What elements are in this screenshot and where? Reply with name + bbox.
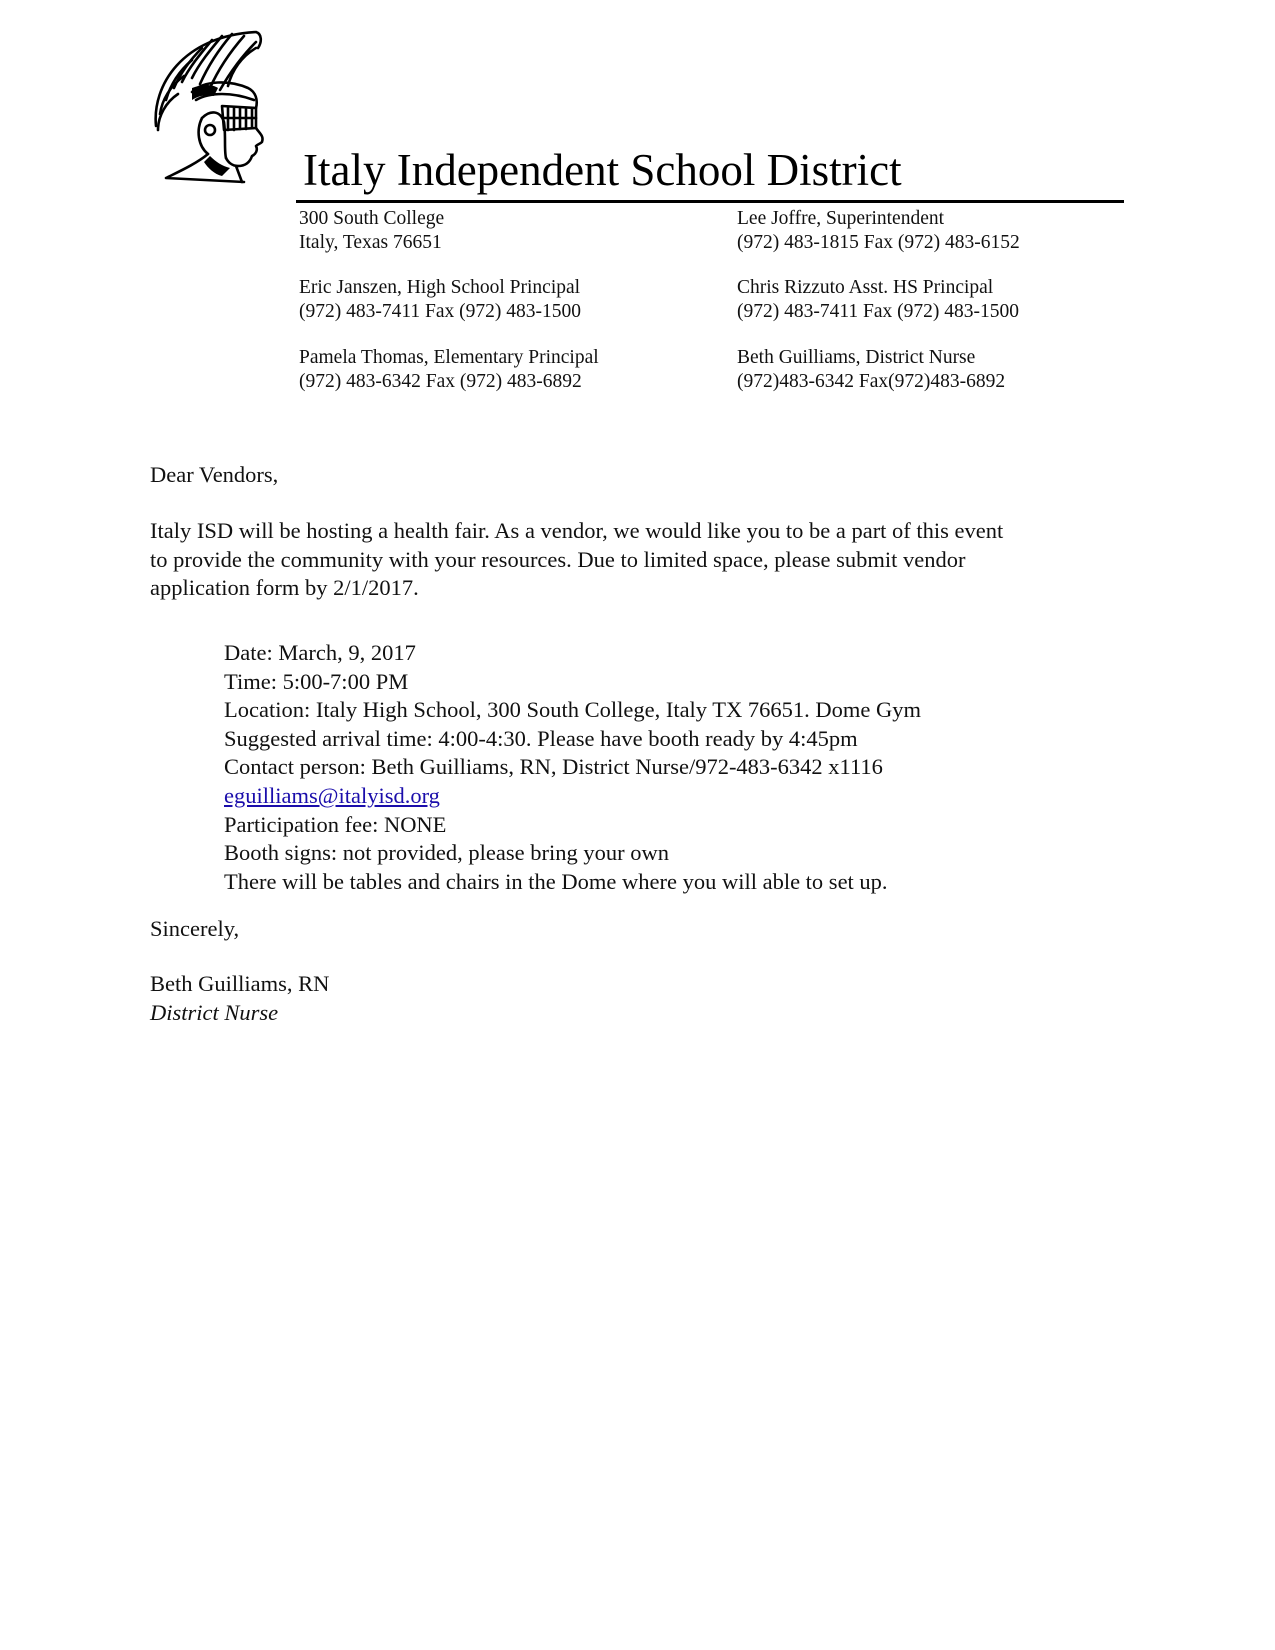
elementary-principal-name: Pamela Thomas, Elementary Principal (299, 347, 599, 368)
closing: Sincerely, (150, 916, 240, 941)
hs-principal-name: Eric Janszen, High School Principal (299, 277, 581, 298)
salutation: Dear Vendors, (150, 462, 279, 487)
district-title: Italy Independent School District (303, 145, 902, 195)
superintendent-contact (737, 207, 1020, 255)
elementary-principal-contact (299, 346, 599, 394)
nurse-phone: (972)483-6342 Fax(972)483-6892 (737, 371, 1006, 392)
superintendent-name: Lee Joffre, Superintendent (737, 208, 945, 229)
signer-name: Beth Guilliams, RN (150, 971, 330, 996)
detail-time: Time: 5:00-7:00 PM (224, 668, 409, 694)
nurse-name: Beth Guilliams, District Nurse (737, 347, 976, 368)
letter-body (150, 517, 1150, 603)
detail-signs: Booth signs: not provided, please bring your own (224, 840, 669, 866)
detail-contact: Contact person: Beth Guilliams, RN, District Nurse/972-483-6342 x1116 (224, 754, 883, 780)
superintendent-phone: (972) 483-1815 Fax (972) 483-6152 (737, 232, 1020, 253)
asst-principal-contact (737, 276, 1019, 324)
detail-arrival: Suggested arrival time: 4:00-4:30. Please have booth ready by 4:45pm (224, 725, 858, 751)
asst-principal-name: Chris Rizzuto Asst. HS Principal (737, 277, 994, 298)
hs-principal-contact (299, 276, 581, 324)
event-details (224, 639, 921, 896)
asst-principal-phone: (972) 483-7411 Fax (972) 483-1500 (737, 301, 1019, 322)
detail-tables: There will be tables and chairs in the Dome where you will able to set up. (224, 868, 888, 894)
hs-principal-phone: (972) 483-7411 Fax (972) 483-1500 (299, 301, 581, 322)
address-street: 300 South College (299, 208, 445, 229)
detail-fee: Participation fee: NONE (224, 811, 447, 837)
nurse-contact (737, 346, 1005, 394)
body-line: Italy ISD will be hosting a health fair. As a vendor, we would like you to be a part of this event (150, 518, 1004, 543)
trojan-helmet-logo (152, 26, 277, 186)
body-line: to provide the community with your resources. Due to limited space, please submit vendor (150, 546, 966, 572)
body-line: application form by 2/1/2017. (150, 575, 419, 600)
title-divider (296, 200, 1124, 203)
email-link[interactable]: eguilliams@italyisd.org (224, 782, 440, 808)
address-city: Italy, Texas 76651 (299, 232, 442, 253)
elementary-principal-phone: (972) 483-6342 Fax (972) 483-6892 (299, 371, 582, 392)
address-block (299, 207, 444, 255)
signer-title: District Nurse (150, 999, 279, 1025)
detail-location: Location: Italy High School, 300 South College, Italy TX 76651. Dome Gym (224, 697, 922, 723)
detail-date: Date: March, 9, 2017 (224, 640, 416, 665)
signature-block (150, 970, 1150, 1027)
